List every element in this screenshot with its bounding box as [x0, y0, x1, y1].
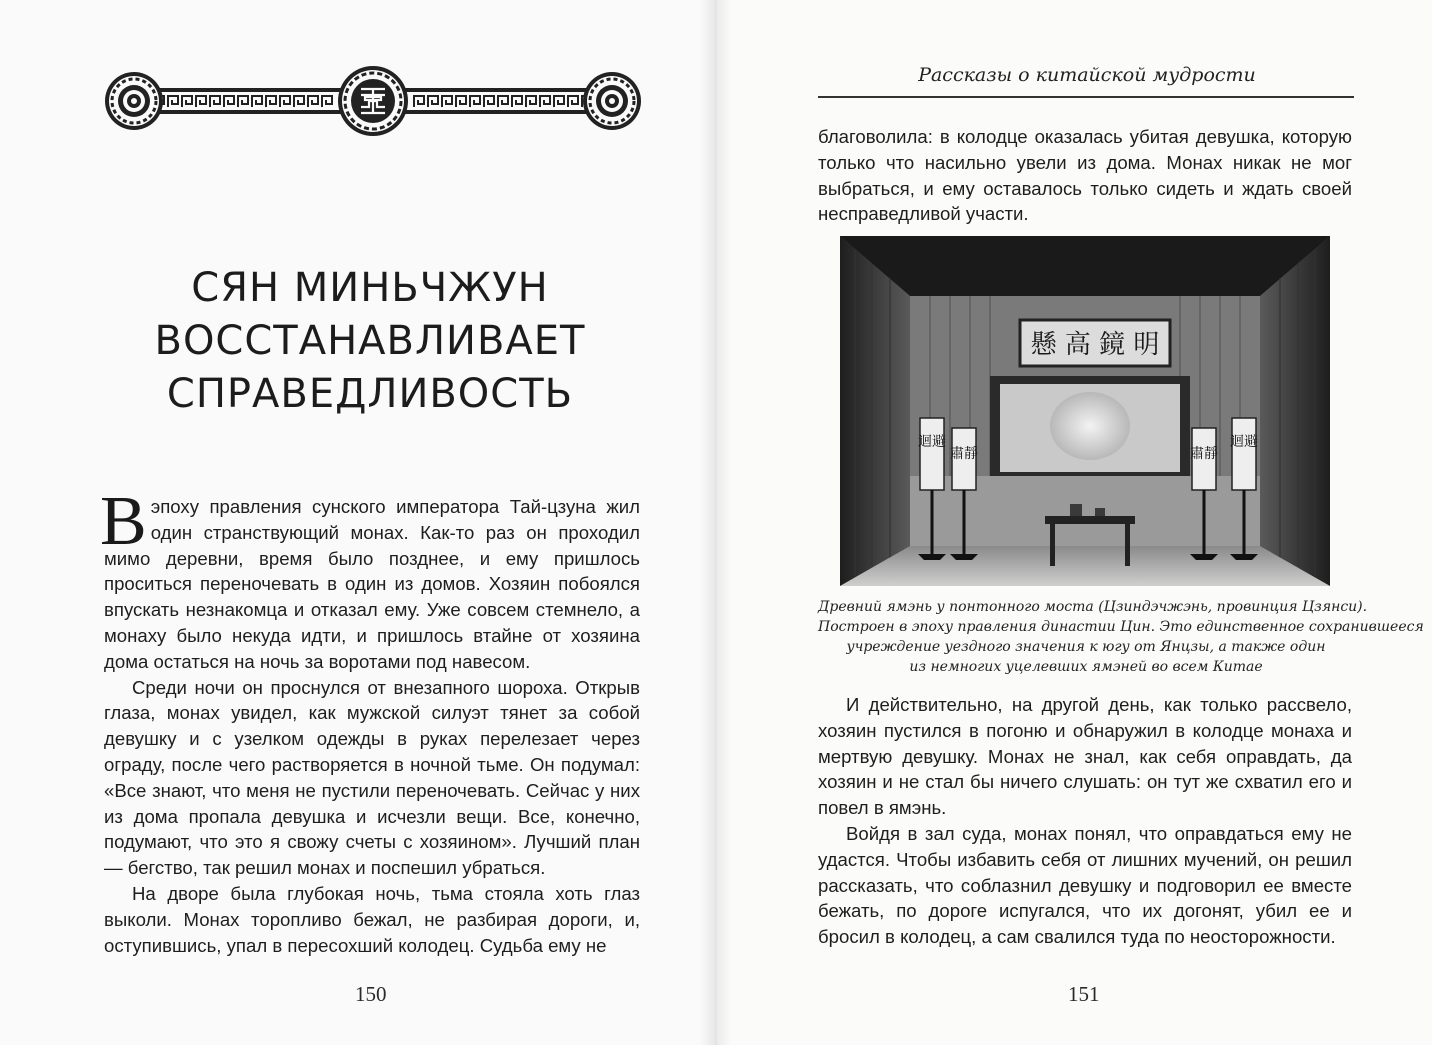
- paragraph: Войдя в зал суда, монах понял, что оправдаться ему не удастся. Чтобы избавить себя от лишних мучений, он решил рассказать, что соблазнил девушку и подговорил ее вместе бежать, по дороге испугался, что их догонят, убил ее и бросил в колодец, а сам свалился туда по неосторожности.: [818, 822, 1352, 948]
- chapter-title: [120, 262, 620, 421]
- decorative-ornament-band: [104, 66, 642, 136]
- header-rule: [818, 96, 1354, 98]
- paragraph-text: эпоху правления сунского императора Тай-цзуна жил один странствующий монах. Как-то раз он проходил мимо деревни, время было позднее, и ему пришлось проситься переночевать в один из домов. Хозяин побоялся впускать незнакомца и отказал ему. Уже совсем стемнело, а монаху было некуда идти, и пришлось втайне от хозяина дома остаться на ночь за воротами под навесом.: [104, 496, 640, 672]
- paragraph: На дворе была глубокая ночь, тьма стояла хоть глаз выколи. Монах торопливо бежал, не разбирая дороги, и, оступившись, упал в пересохший колодец. Судьба ему не: [104, 882, 640, 956]
- right-body-text-bottom: [818, 692, 1352, 950]
- chapter-title-line: ВОССТАНАВЛИВАЕТ: [154, 318, 586, 364]
- photo-banner-text: 肅靜: [950, 446, 978, 462]
- drop-cap: В: [100, 483, 147, 560]
- caption-line: Построен в эпоху правления династии Цин. Это единственное сохранившееся: [818, 619, 1424, 635]
- paragraph: Среди ночи он проснулся от внезапного шороха. Открыв глаза, монах увидел, как мужской силуэт тянет за собой девушку и с узелком одежды в руках перелезает через ограду, после чего растворяется в ночной тьме. Он подумал: «Все знают, что меня не пустили переночевать. Сейчас у них из дома пропала девушка и исчезли вещи. Все, конечно, подумают, что это я свожу счеты с хозяином». Лучший план — бегство, так решил монах и поспешил убраться.: [104, 676, 640, 879]
- photo-banner-text: 肅靜: [1190, 446, 1218, 462]
- book-gutter: [700, 0, 732, 1045]
- page-number: 151: [1068, 982, 1100, 1006]
- photo-sign-text: 懸 高 鏡 明: [1030, 330, 1160, 360]
- running-header: Рассказы о китайской мудрости: [918, 64, 1256, 86]
- paragraph: благоволила: в колодце оказалась убитая девушка, которую только что насильно увели из дома. Монах никак не мог выбраться, и ему оставалось только сидеть и ждать своей несправедливой участи.: [818, 126, 1352, 225]
- caption-line: из немногих уцелевших ямэней во всем Китае: [909, 659, 1263, 675]
- paragraph: [100, 483, 640, 675]
- photo-caption: [818, 597, 1424, 677]
- photo-illustration: [840, 236, 1330, 586]
- chapter-title-line: СПРАВЕДЛИВОСТЬ: [166, 371, 574, 417]
- page-number: 150: [355, 982, 387, 1006]
- paragraph: И действительно, на другой день, как только рассвело, хозяин пустился в погоню и обнаружил в колодце монаха и мертвую девушку. Монах не знал, как себя оправдать, да хозяин и не стал бы ничего слушать: он тут же схватил его и повел в ямэнь.: [818, 694, 1352, 819]
- photo-banner-text: 迴避: [918, 434, 946, 450]
- caption-line: учреждение уездного значения к югу от Янцзы, а также один: [846, 639, 1326, 655]
- left-body-text: [100, 483, 640, 958]
- yamen-photo: [840, 236, 1330, 586]
- photo-banner-text: 迴避: [1230, 434, 1258, 450]
- right-body-text-top: [818, 124, 1352, 227]
- caption-line: Древний ямэнь у понтонного моста (Цзиндэчжэнь, провинция Цзянси).: [818, 599, 1368, 615]
- chapter-title-line: СЯН МИНЬЧЖУН: [191, 265, 549, 311]
